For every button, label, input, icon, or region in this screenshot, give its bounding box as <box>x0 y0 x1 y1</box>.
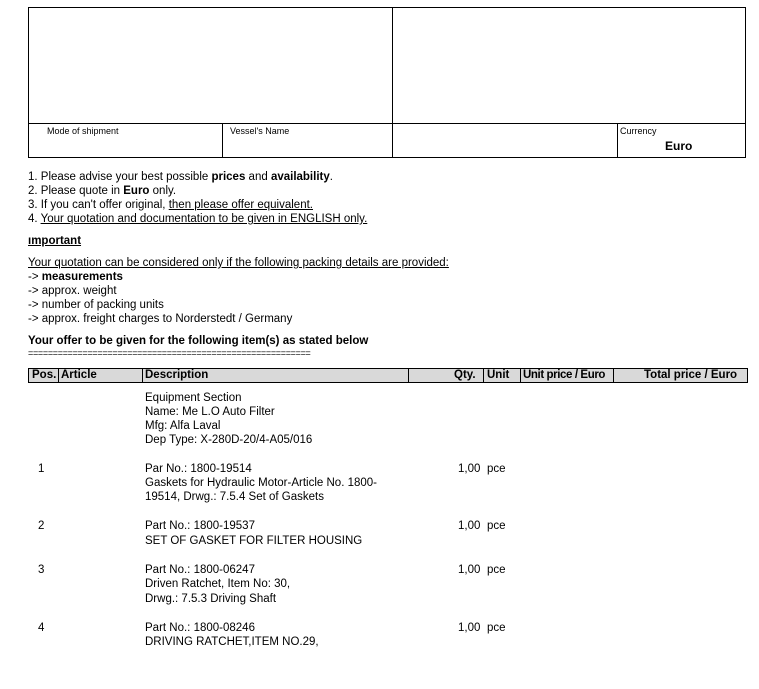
offer-heading: Your offer to be given for the following item(s) as stated below <box>28 335 369 347</box>
header-divider <box>142 369 143 382</box>
vessel-name-label: Vessel's Name <box>230 126 290 136</box>
item-unit: pce <box>487 463 506 475</box>
item-description-line: Part No.: 1800-08246 <box>145 622 255 634</box>
header-divider <box>58 369 59 382</box>
packing-condition: Your quotation can be considered only if the following packing details are provided: <box>28 257 449 269</box>
header-description: Description <box>145 369 209 381</box>
packing-detail: -> approx. weight <box>28 285 117 297</box>
section-line: Equipment Section <box>145 392 242 404</box>
item-qty: 1,00 <box>458 622 481 634</box>
item-unit: pce <box>487 622 506 634</box>
box-divider <box>29 123 745 124</box>
item-description-line: SET OF GASKET FOR FILTER HOUSING <box>145 535 363 547</box>
header-divider <box>613 369 614 382</box>
header-divider <box>520 369 521 382</box>
item-description-line: Gaskets for Hydraulic Motor-Article No. 1800- <box>145 477 377 489</box>
header-total-price: Total price / Euro <box>644 369 738 381</box>
box-divider <box>222 123 223 157</box>
section-line: Name: Me L.O Auto Filter <box>145 406 275 418</box>
item-pos: 1 <box>38 463 45 475</box>
currency-label: Currency <box>620 126 657 136</box>
item-unit: pce <box>487 520 506 532</box>
header-divider <box>483 369 484 382</box>
header-divider <box>408 369 409 382</box>
important-heading: ımportant <box>28 235 82 247</box>
item-description-line: Part No.: 1800-19537 <box>145 520 255 532</box>
item-qty: 1,00 <box>458 564 481 576</box>
header-pos: Pos. <box>32 369 57 381</box>
item-description-line: Par No.: 1800-19514 <box>145 463 252 475</box>
item-pos: 4 <box>38 622 45 634</box>
item-pos: 2 <box>38 520 45 532</box>
item-unit: pce <box>487 564 506 576</box>
item-description-line: Driven Ratchet, Item No: 30, <box>145 578 291 590</box>
header-qty: Qty. <box>454 369 476 381</box>
section-line: Mfg: Alfa Laval <box>145 420 221 432</box>
item-description-line: 19514, Drwg.: 7.5.4 Set of Gaskets <box>145 491 324 503</box>
packing-detail: -> measurements <box>28 271 123 283</box>
mode-of-shipment-label: Mode of shipment <box>47 126 119 136</box>
instruction-3: 3. If you can't offer original, then please offer equivalent. <box>28 199 313 211</box>
item-description-line: Part No.: 1800-06247 <box>145 564 255 576</box>
packing-detail: -> number of packing units <box>28 299 164 311</box>
currency-value: Euro <box>665 139 693 153</box>
box-divider <box>617 123 618 157</box>
items-table-header <box>28 368 748 383</box>
item-description-line: DRIVING RATCHET,ITEM NO.29, <box>145 636 319 648</box>
instruction-1: 1. Please advise your best possible prices and availability. <box>28 171 333 183</box>
header-article: Article <box>61 369 97 381</box>
section-line: Dep Type: X-280D-20/4-A05/016 <box>145 434 313 446</box>
header-unit: Unit <box>487 369 510 381</box>
offer-rule: ========================================================= <box>28 348 311 358</box>
item-qty: 1,00 <box>458 520 481 532</box>
instruction-4: 4. Your quotation and documentation to be given in ENGLISH only. <box>28 213 368 225</box>
instruction-2: 2. Please quote in Euro only. <box>28 185 177 197</box>
item-description-line: Drwg.: 7.5.3 Driving Shaft <box>145 593 277 605</box>
header-unit-price: Unit price / Euro <box>523 369 606 381</box>
shipment-info-box <box>28 7 746 158</box>
item-pos: 3 <box>38 564 45 576</box>
packing-detail: -> approx. freight charges to Norderstedt / Germany <box>28 313 293 325</box>
item-qty: 1,00 <box>458 463 481 475</box>
box-divider <box>392 8 393 157</box>
